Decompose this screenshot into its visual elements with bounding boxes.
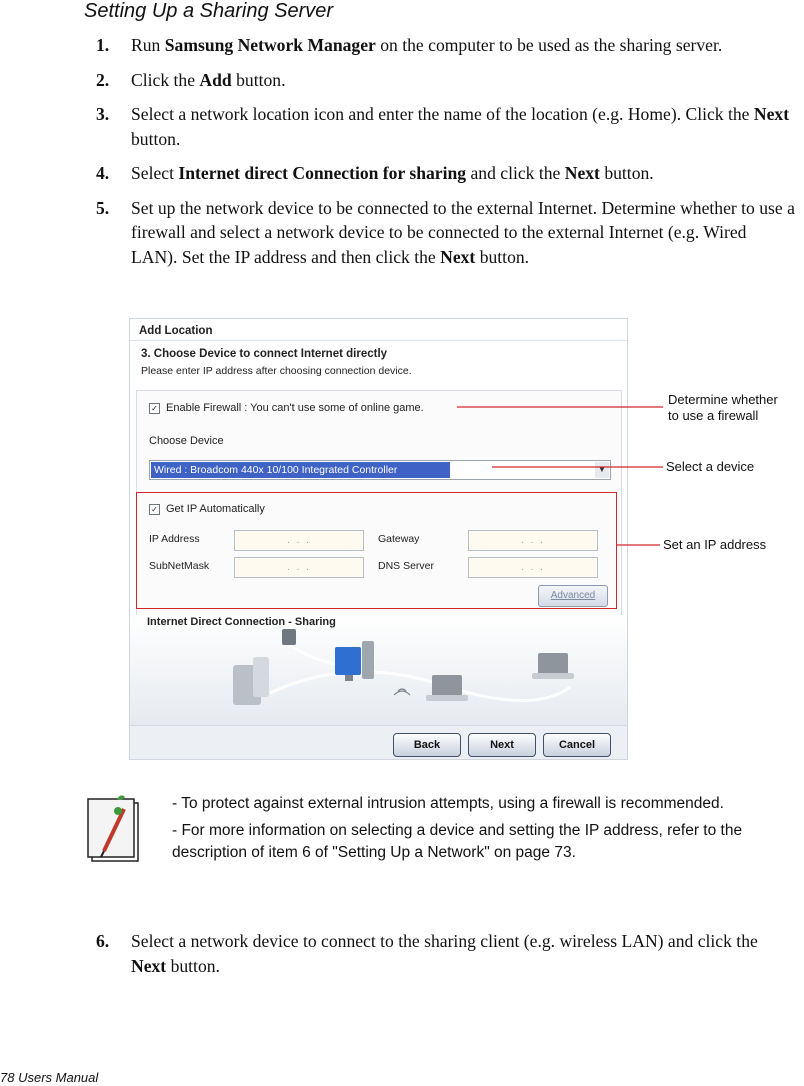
choose-device-label: Choose Device [149, 435, 224, 447]
step-text-run: Select a network device to connect to the sharing client (e.g. wireless LAN) and click the [131, 931, 758, 951]
subnet-label: SubNetMask [149, 560, 210, 572]
step-text-run: Select a network location icon and enter the name of the location (e.g. Home). Click the [131, 104, 754, 124]
step-emphasis: Next [564, 163, 600, 183]
section-title: Setting Up a Sharing Server [84, 0, 334, 22]
note-pad-icon [84, 795, 142, 865]
advanced-button[interactable]: Advanced [538, 585, 608, 607]
callout-firewall-line2: to use a firewall [668, 408, 759, 423]
step-item [96, 929, 796, 978]
step-text-run: on the computer to be used as the sharing server. [375, 35, 723, 55]
step-text-run: button. [166, 955, 220, 976]
step-number: 5. [96, 197, 110, 218]
step-text-run: Set up the network device to be connected to the external Internet. Determine whether to use a firewall and select a network device to be connected to the external Internet (e.g. Wired LAN). Set the IP address and then click the [131, 197, 795, 267]
steps-list-continued [96, 929, 796, 988]
step-text-run: button. [599, 163, 654, 183]
callout-device: Select a device [666, 459, 755, 474]
back-button[interactable]: Back [393, 733, 461, 757]
subnet-input[interactable]: . . . [234, 557, 364, 578]
page-footer: 78 Users Manual [0, 1070, 99, 1085]
step-emphasis: Add [199, 69, 232, 90]
note-text: - To protect against external intrusion attempts, using a firewall is recommended. [172, 795, 724, 812]
step-emphasis: Next [440, 246, 476, 267]
callout-firewall [668, 392, 778, 424]
callout-ip: Set an IP address [663, 537, 767, 552]
step-number: 3. [96, 104, 110, 124]
step-emphasis: Internet direct Connection for sharing [178, 163, 467, 183]
dialog-title: Add Location [139, 325, 213, 337]
cancel-button[interactable]: Cancel [543, 733, 611, 757]
firewall-checkbox[interactable]: ✓ [149, 403, 160, 414]
get-ip-checkbox[interactable]: ✓ [149, 504, 160, 515]
step-emphasis: Next [131, 955, 167, 976]
get-ip-label: Get IP Automatically [166, 503, 265, 515]
step-emphasis: Samsung Network Manager [164, 35, 376, 55]
gateway-label: Gateway [378, 533, 420, 545]
step-text-run: and click the [466, 163, 565, 183]
dialog-subtitle: Please enter IP address after choosing connection device. [141, 365, 412, 377]
step-text-run: button. [231, 69, 286, 90]
step-text-run: Click the [131, 69, 200, 90]
step-number: 2. [96, 69, 110, 90]
ip-address-input[interactable]: . . . [234, 530, 364, 551]
ip-address-label: IP Address [149, 533, 200, 545]
step-text-run: button. [475, 246, 530, 267]
firewall-label: Enable Firewall : You can't use some of online game. [166, 402, 424, 414]
notes-block [172, 793, 802, 869]
next-button[interactable]: Next [468, 733, 536, 757]
step-emphasis: Next [753, 104, 790, 124]
chevron-down-icon[interactable]: ▼ [595, 462, 609, 478]
step-number: 6. [96, 931, 110, 951]
step-text-run: Run [131, 35, 165, 55]
dns-input[interactable]: . . . [468, 557, 598, 578]
note-text: - For more information on selecting a device and setting the IP address, refer to the description of item 6 of "Setting Up a Network" on page 73. [172, 822, 743, 861]
step-text [131, 929, 796, 978]
device-selected-value: Wired : Broadcom 440x 10/100 Integrated Controller [151, 462, 450, 478]
sharing-title: Internet Direct Connection - Sharing [147, 616, 336, 628]
dialog-heading: 3. Choose Device to connect Internet directly [141, 348, 388, 360]
gateway-input[interactable]: . . . [468, 530, 598, 551]
step-text-run: Select [131, 163, 179, 183]
step-text-run: button. [131, 128, 181, 149]
step-number: 4. [96, 163, 110, 183]
step-number: 1. [96, 35, 110, 55]
dns-label: DNS Server [378, 560, 435, 572]
callout-firewall-line1: Determine whether [668, 392, 778, 407]
